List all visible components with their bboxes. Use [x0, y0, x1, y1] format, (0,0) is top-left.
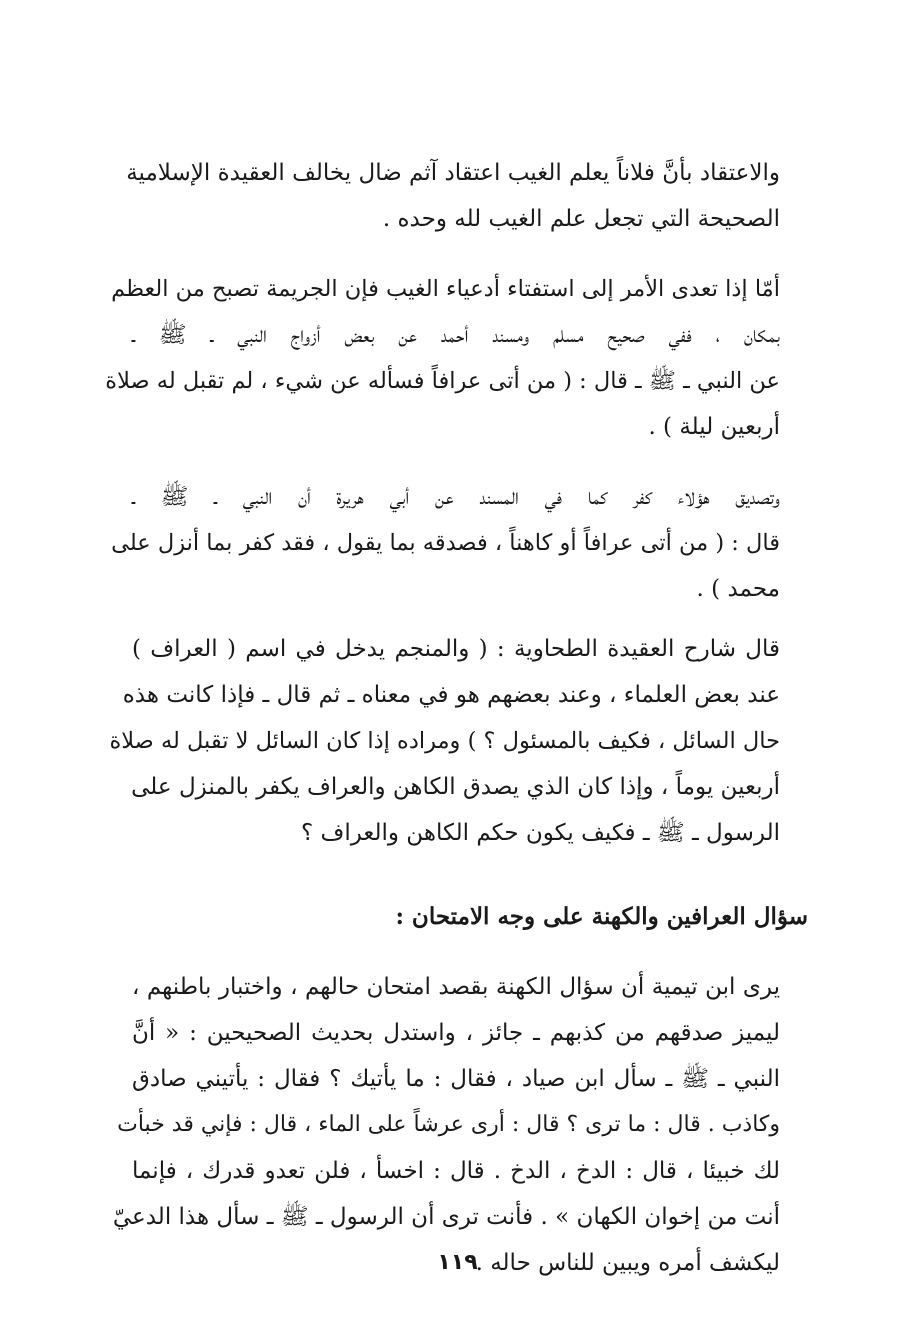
- paragraph-believing-them-is-disbelief: [111, 474, 808, 612]
- paragraph-consulting-fortune-tellers: [105, 266, 808, 450]
- paragraph-line: أنت من إخوان الكهان » . فأنت ترى أن الرسول ـ ﷺ ـ سأل هذا الدعيّ: [112, 1204, 780, 1230]
- paragraph-line: أربعين ليلة ) .: [648, 414, 780, 440]
- paragraph-line: قال شارح العقيدة الطحاوية : ( والمنجم يدخل في اسم ( العراف ): [132, 636, 780, 662]
- paragraph-line: قال : ( من أتى عرافاً أو كاهناً ، فصدقه بما يقول ، فقد كفر بما أنزل على: [111, 530, 780, 556]
- paragraph-line: عن النبي ـ ﷺ ـ قال : ( من أتى عرافاً فسأله عن شيء ، لم تقبل له صلاة: [105, 368, 780, 394]
- section-heading: سؤال العرافين والكهنة على وجه الامتحان :: [395, 903, 808, 930]
- paragraph-line: الرسول ـ ﷺ ـ فكيف يكون حكم الكاهن والعراف ؟: [300, 820, 780, 846]
- paragraph-line: أربعين يوماً ، وإذا كان الذي يصدق الكاهن والعراف يكفر بالمنزل على: [131, 774, 780, 800]
- paragraph-line: أمّا إذا تعدى الأمر إلى استفتاء أدعياء الغيب فإن الجريمة تصبح من العظم: [111, 276, 780, 302]
- page-number: ١١٩: [437, 1250, 478, 1275]
- paragraph-ibn-taymiyya-view: [112, 964, 808, 1286]
- paragraph-line: يرى ابن تيمية أن سؤال الكهنة بقصد امتحان حالهم ، واختبار باطنهم ،: [132, 974, 780, 1000]
- paragraph-line: وتصديق هؤلاء كفر كما في المسند عن أبي هريرة أن النبي ـ ﷺ ـ: [132, 484, 780, 510]
- paragraph-tahawiyya-commentary: [109, 626, 808, 856]
- paragraph-line: ليميز صدقهم من كذبهم ـ جائز ، واستدل بحديث الصحيحين : « أنَّ: [132, 1020, 780, 1046]
- paragraph-belief-in-unseen: [126, 150, 808, 242]
- paragraph-line: لك خبيئا ، قال : الدخ ، الدخ . قال : اخسأ ، فلن تعدو قدرك ، فإنما: [132, 1158, 780, 1184]
- paragraph-line: والاعتقاد بأنَّ فلاناً يعلم الغيب اعتقاد آثم ضال يخالف العقيدة الإسلامية: [126, 160, 780, 186]
- paragraph-line: ليكشف أمره ويبين للناس حاله .: [475, 1250, 780, 1276]
- paragraph-line: حال السائل ، فكيف بالمسئول ؟ ) ومراده إذا كان السائل لا تقبل له صلاة: [109, 728, 780, 754]
- paragraph-line: محمد ) .: [696, 576, 780, 602]
- paragraph-line: النبي ـ ﷺ ـ سأل ابن صياد ، فقال : ما يأتيك ؟ فقال : يأتيني صادق: [132, 1066, 780, 1092]
- paragraph-line: عند بعض العلماء ، وعند بعضهم هو في معناه ـ ثم قال ـ فإذا كانت هذه: [122, 682, 780, 708]
- paragraph-line: بمكان ، ففي صحيح مسلم ومسند أحمد عن بعض أزواج النبي ـ ﷺ ـ: [132, 322, 780, 348]
- paragraph-line: الصحيحة التي تجعل علم الغيب لله وحده .: [382, 206, 780, 232]
- paragraph-line: وكاذب . قال : ما ترى ؟ قال : أرى عرشاً على الماء ، قال : فإني قد خبأت: [117, 1112, 780, 1137]
